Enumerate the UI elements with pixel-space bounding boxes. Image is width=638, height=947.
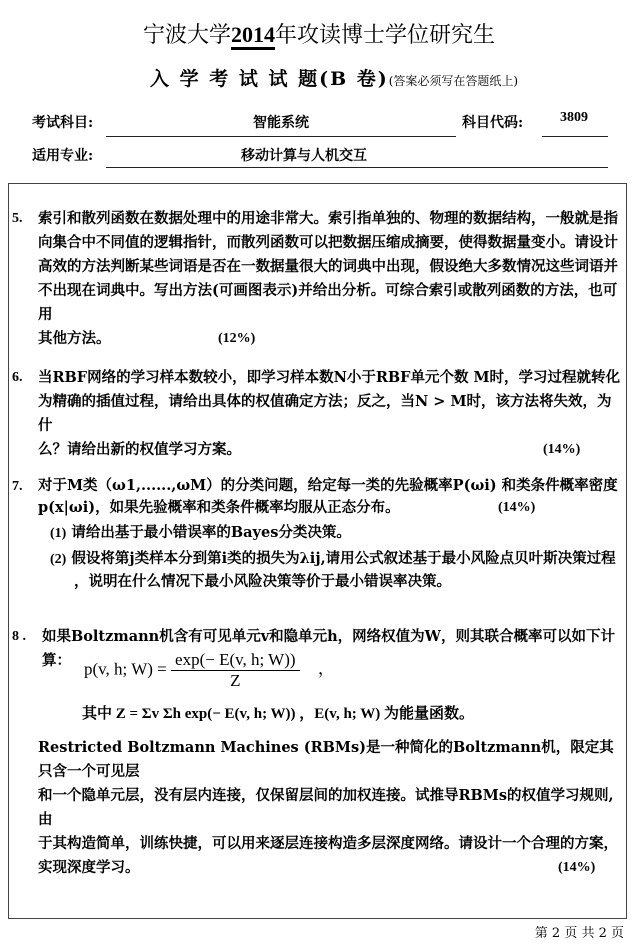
q5-score: (12%) (218, 331, 256, 346)
q5-number: 5. (12, 211, 23, 226)
q8-text: Restricted Boltzmann Machines (RBMs)是一种简化的Boltzmann机，限定其只含一个可见层 和一个隐单元层，没有层内连接，仅保留层间的加权连接。试推导RBMs的权值学习规则,由 于其构造简单，训练快捷，可以用来逐层连接构造多层深度网络。请设计一个合理的方案， 实现深度学习。 (14%) (38, 736, 624, 880)
q8-where: 其中 Z = Σv Σh exp(− E(v, h; W)) ，E(v, h; W) 为能量函数。 (82, 706, 475, 722)
code-label: 科目代码: (462, 115, 524, 131)
subject-value: 智能系统 (253, 115, 309, 131)
q8-formula: p(v, h; W) = $\frac{\exp(- E(v, h; W))}{Z}$ ， (84, 650, 335, 690)
exam-subtitle: 入 学 考 试 试 题(B 卷)(答案必须写在答题纸上) (150, 68, 519, 90)
q7-sub2: (2) 假设将第j类样本分到第i类的损失为λij,请用公式叙述基于最小风险点贝叶斯决策过程 ，说明在什么情况下最小风险决策等价于最小错误率决策。 (50, 550, 616, 590)
q8-number: 8 . (12, 629, 26, 644)
page-footer: 第 2 页 共 2 页 (534, 926, 624, 941)
q7-text: 对于M类（ω1,......,ωM）的分类问题，给定每一类的先验概率P(ωi) 和类条件概率密度 p(x|ωi)，如果先验概率和类条件概率均服从正态分布。 (14%) (38, 475, 624, 519)
q7-sub1: (1) 请给出基于最小错误率的Bayes分类决策。 (50, 524, 351, 541)
q6-score: (14%) (543, 442, 581, 457)
q7-number: 7. (12, 479, 23, 494)
q7-score: (14%) (498, 500, 536, 515)
major-value: 移动计算与人机交互 (241, 148, 367, 164)
subject-label: 考试科目: (32, 115, 94, 131)
q8-score: (14%) (558, 860, 596, 875)
code-value: 3809 (560, 110, 588, 125)
major-label: 适用专业: (32, 148, 94, 164)
q5-text: 索引和散列函数在数据处理中的用途非常大。索引指单独的、物理的数据结构，一般就是指 向集合中不同值的逻辑指针，而散列函数可以把数据压缩成摘要，使得数据量变小。请设计 高效的方法判断某些词语是否在一数据量很大的词典中出现，假设绝大多数情况这些词语并 不出现在词典中。写出方法(可画图表示)并给出分析。可综合索引或散列函数的方法，也可用 其他方法。 (12%) (38, 207, 624, 351)
subtitle-note: (答案必须写在答题纸上) (388, 74, 519, 88)
q6-text: 当RBF网络的学习样本数较小，即学习样本数N小于RBF单元个数 M时，学习过程就转化 为精确的插值过程，请给出具体的权值确定方法；反之，当N > M时，该方法将失效，为什 么？请给出新的权值学习方案。 (14%) (38, 366, 624, 462)
q6-number: 6. (12, 370, 23, 385)
exam-title: 宁波大学2014年攻读博士学位研究生 (142, 22, 496, 48)
q8-intro: 如果Boltzmann机含有可见单元v和隐单元h，网络权值为W，则其联合概率可以如下计算： (42, 628, 615, 669)
